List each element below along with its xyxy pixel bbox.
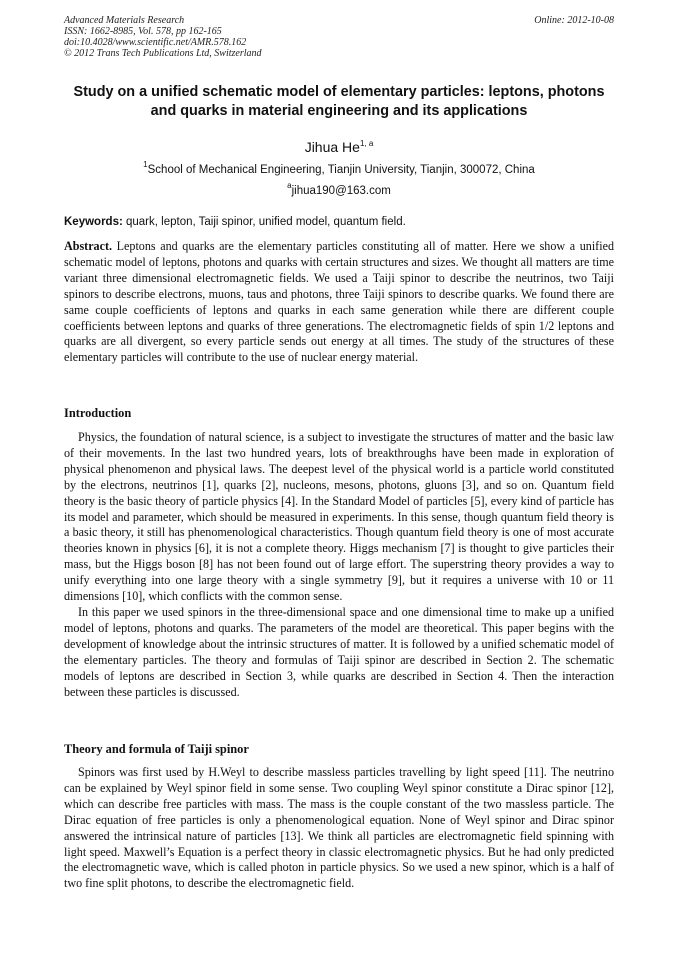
abstract-label: Abstract. <box>64 239 113 253</box>
theory-heading: Theory and formula of Taiji spinor <box>64 742 249 756</box>
theory-body <box>64 765 614 892</box>
journal-name: Advanced Materials Research <box>64 15 185 26</box>
affiliation-superscript: 1 <box>143 160 148 169</box>
author-email: jihua190@163.com <box>291 185 391 197</box>
email-line <box>64 179 614 198</box>
keywords-text: quark, lepton, Taiji spinor, unified model, quantum field. <box>122 216 406 228</box>
journal-header <box>64 15 614 59</box>
email-superscript: a <box>287 181 292 190</box>
keywords-label: Keywords: <box>64 216 123 228</box>
author-superscript: 1, a <box>359 139 374 148</box>
paragraph: In this paper we used spinors in the three-dimensional space and one dimensional time to make up a unified model of leptons, photons and quarks. The parameters of the model are theoretical. This paper begins with the development of knowledge about the intrinsic structures of matter. It is followed by a unified schematic model of the elementary particles. The theory and formulas of Taiji spinor are described in Section 2. The schematic models of leptons are described in Section 3, while quarks are described in Section 4. Then the interaction between these particles is discussed. <box>64 604 614 699</box>
abstract-text: Leptons and quarks are the elementary particles constituting all of matter. Here we show a unified schematic model of leptons, photons and quarks with certain structures and sizes. We thought all matters are time variant three dimensional electromagnetic fields. We used a Taiji spinor to describe the neutrinos, two Taiji spinors to describe electrons, muons, taus and photons, three Taiji spinors to describe quarks. We found there are same couple coefficients of leptons and quarks in each same generation while there are different couple coefficients between leptons and quarks of three generations. The electromagnetic fields of spin 1/2 leptons and quarks are all divergent, so every particle sends out energy at all times. The study of the structures of these elementary particles will contribute to the use of nuclear energy material. <box>64 239 614 365</box>
paragraph: Physics, the foundation of natural science, is a subject to investigate the structures of matter and the basic law of their movements. In the last two hundred years, lots of breakthroughs have been made in exploration of physical phenomenon and physical laws. The deepest level of the physical world is a particle world constituted by the electrons, neutrinos [1], quarks [2], nucleons, mesons, photons, gluons [3], and so on. Quantum field theory is the basic theory of particle physics [4]. In the Standard Model of particles [5], every kind of particle has its model and parameter, which should be measured in experiments. In this sense, though quantum field theory is a basic theory, it still has phenomenological characteristics. Though quantum field theory is one of most accurate theories known in physics [6], it is not a complete theory. Higgs mechanism [7] is thought to give particles their mass, but the Higgs boson [8] has not been found out of large effort. The superstring theory provides a way to unify everything into one large theory with a single symmetry [9], but it requires a universe with 10 or 11 dimensions [10], which conflicts with the common sense. <box>64 430 614 604</box>
affiliation: School of Mechanical Engineering, Tianjin University, Tianjin, 300072, China <box>147 164 535 176</box>
abstract <box>64 239 614 366</box>
introduction-heading: Introduction <box>64 406 132 420</box>
affiliation-line <box>64 158 614 177</box>
journal-issn: ISSN: 1662-8985, Vol. 578, pp 162-165 <box>64 26 222 37</box>
author-line <box>64 136 614 155</box>
journal-doi: doi:10.4028/www.scientific.net/AMR.578.162 <box>64 37 247 48</box>
online-date: Online: 2012-10-08 <box>534 15 614 26</box>
author-name: Jihua He <box>304 139 360 155</box>
paper-title: Study on a unified schematic model of elementary particles: leptons, photons and quarks in material engineering and its applications <box>73 84 605 119</box>
journal-copyright: © 2012 Trans Tech Publications Ltd, Switzerland <box>64 48 262 59</box>
introduction-body <box>64 430 614 700</box>
paragraph: Spinors was first used by H.Weyl to describe massless particles travelling by light speed [11]. The neutrino can be explained by Weyl spinor field in some sense. Two coupling Weyl spinor constitute a Dirac spinor [12], which can describe free particles with mass. The mass is the couple constant of the two massless particle. The Dirac equation of free particles is only a phenomenological equation. None of Weyl spinor and Dirac spinor answered the intrinsical nature of particles [13]. We think all particles are electromagnetic field spinning with light speed. Maxwell’s Equation is a perfect theory in classic electromagnetic physics. But he had only predicted the electromagnetic wave, which is called photon in particle physics. So we used a new spinor, which is a half of two fine split photons, to describe the electromagnetic field. <box>64 765 614 891</box>
keywords <box>64 215 614 229</box>
